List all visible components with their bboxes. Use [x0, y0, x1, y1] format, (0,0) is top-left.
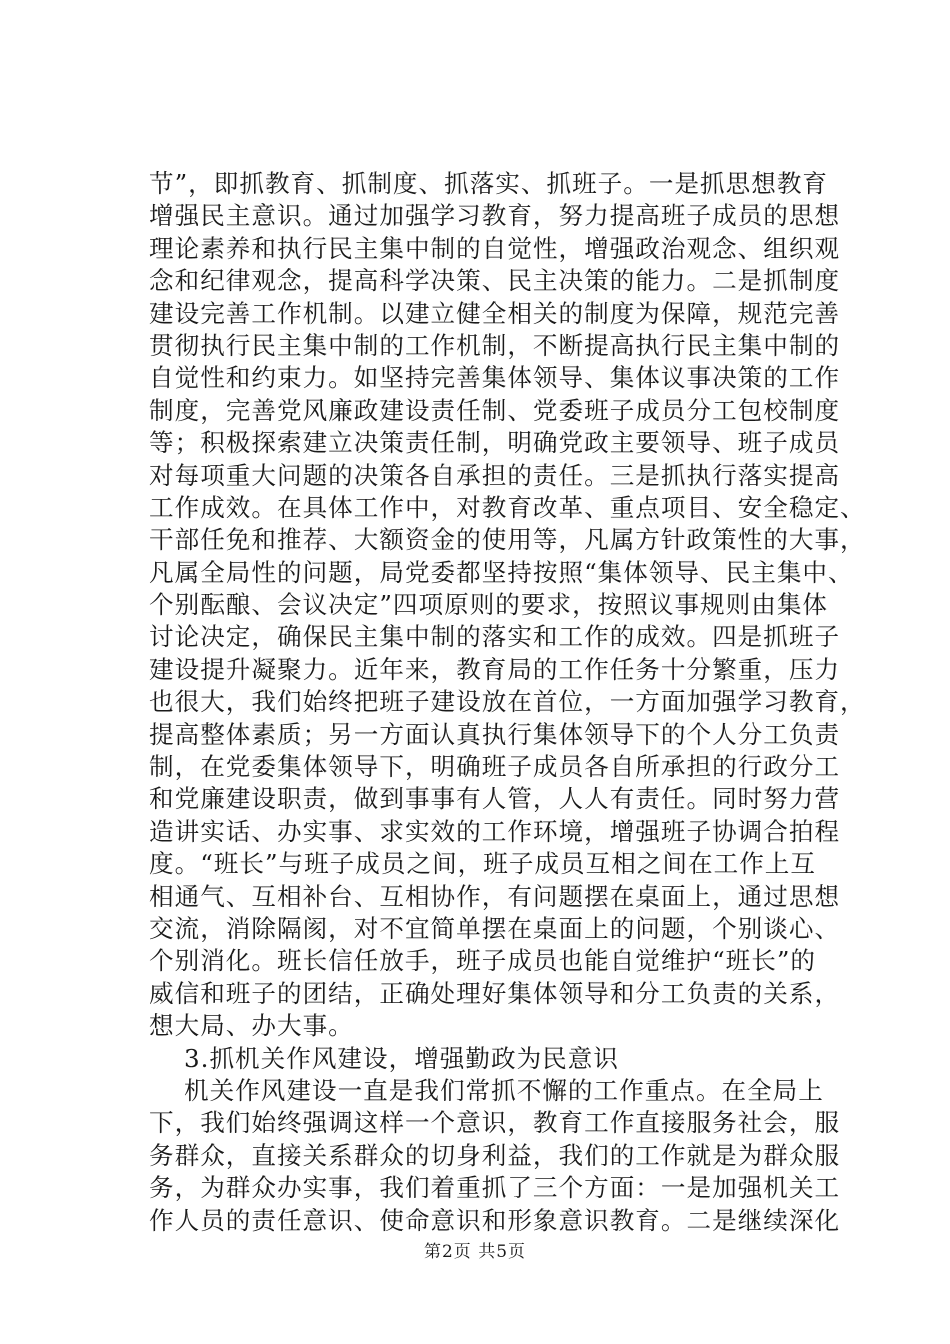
- text-line: 务群众，直接关系群众的切身利益，我们的工作就是为群众服: [149, 1140, 841, 1170]
- section-heading: 3.抓机关作风建设，增强勤政为民意识: [184, 1043, 619, 1073]
- text-line: 个别酝酿、会议决定”四项原则的要求，按照议事规则由集体: [149, 590, 829, 620]
- page-footer: [0, 1241, 950, 1263]
- text-line: 作人员的责任意识、使命意识和形象意识教育。二是继续深化: [149, 1205, 841, 1235]
- text-line: 对每项重大问题的决策各自承担的责任。三是抓执行落实提高: [149, 460, 841, 490]
- text-line: 贯彻执行民主集中制的工作机制，不断提高执行民主集中制的: [149, 330, 841, 360]
- text-line: 干部任免和推荐、大额资金的使用等，凡属方针政策性的大事，: [149, 525, 866, 555]
- body-text: [149, 168, 866, 1237]
- text-line: 节”，即抓教育、抓制度、抓落实、抓班子。一是抓思想教育: [149, 169, 829, 198]
- text-line: 等；积极探索建立决策责任制，明确党政主要领导、班子成员: [149, 428, 841, 458]
- text-line: 凡属全局性的问题，局党委都坚持按照“集体领导、民主集中、: [149, 557, 854, 587]
- text-line: 念和纪律观念，提高科学决策、民主决策的能力。二是抓制度: [149, 266, 841, 296]
- text-line: 交流，消除隔阂，对不宜简单摆在桌面上的问题，个别谈心、: [149, 913, 841, 943]
- text-line: 相通气、互相补台、互相协作，有问题摆在桌面上，通过思想: [149, 881, 841, 911]
- text-line: 增强民主意识。通过加强学习教育，努力提高班子成员的思想: [149, 201, 841, 231]
- text-line: 务，为群众办实事，我们着重抓了三个方面：一是加强机关工: [149, 1173, 841, 1203]
- text-line: 也很大，我们始终把班子建设放在首位，一方面加强学习教育，: [149, 687, 866, 717]
- text-line: 度。“班长”与班子成员之间，班子成员互相之间在工作上互: [149, 849, 816, 879]
- text-line: 工作成效。在具体工作中，对教育改革、重点项目、安全稳定、: [149, 492, 866, 522]
- text-line: 制度，完善党风廉政建设责任制、党委班子成员分工包校制度: [149, 395, 841, 425]
- text-line: 建设提升凝聚力。近年来，教育局的工作任务十分繁重，压力: [149, 654, 841, 684]
- text-line: 制，在党委集体领导下，明确班子成员各自所承担的行政分工: [149, 752, 841, 782]
- text-line: 理论素养和执行民主集中制的自觉性，增强政治观念、组织观: [149, 233, 841, 263]
- text-line: 想大局、办大事。: [149, 1011, 354, 1041]
- text-line: 个别消化。班长信任放手，班子成员也能自觉维护“班长”的: [149, 946, 816, 976]
- text-line: 提高整体素质；另一方面认真执行集体领导下的个人分工负责: [149, 719, 841, 749]
- text-line: 威信和班子的团结，正确处理好集体领导和分工负责的关系，: [149, 978, 841, 1008]
- text-line: 下，我们始终强调这样一个意识，教育工作直接服务社会，服: [149, 1108, 841, 1138]
- page-number-label: 第2页 共5页: [423, 1242, 527, 1262]
- text-line: 讨论决定，确保民主集中制的落实和工作的成效。四是抓班子: [149, 622, 841, 652]
- text-line: 造讲实话、办实事、求实效的工作环境，增强班子协调合拍程: [149, 816, 841, 846]
- text-line: 和党廉建设职责，做到事事有人管，人人有责任。同时努力营: [149, 784, 841, 814]
- text-line: 自觉性和约束力。如坚持完善集体领导、集体议事决策的工作: [149, 363, 841, 393]
- paragraph-first-line: 机关作风建设一直是我们常抓不懈的工作重点。在全局上: [184, 1075, 824, 1105]
- text-line: 建设完善工作机制。以建立健全相关的制度为保障，规范完善: [149, 298, 841, 328]
